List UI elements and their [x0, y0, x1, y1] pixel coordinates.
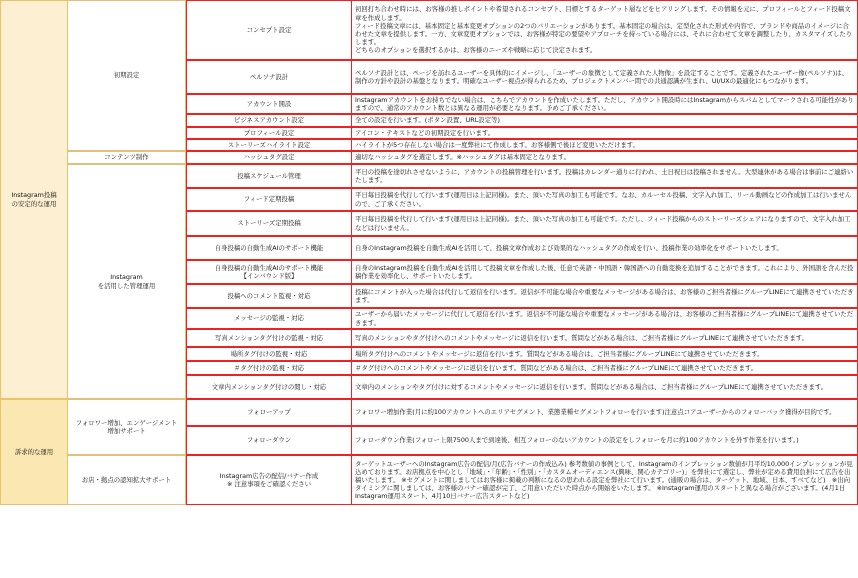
table-row	[0, 455, 858, 505]
service-item: フィード定期投稿	[186, 188, 352, 211]
service-item: コンセプト設定	[186, 0, 352, 60]
section-category: Instagram投稿 の安定的な運用	[0, 0, 68, 399]
service-description: ターゲットユーザーへのInstagram広告の配信/月(広告バナーの作成込み) 参考数値の事例として、Instagramのインプレッション数値が月平均10,000インプレッションが見込めております。お店拠点を中心とし「地域」・「年齢」・「性別」・「カスタムオーディエンス(興味、関心カテゴリー)」を弊社にて選定し、弊社が定める費用負担にて広告を出稿いたします。 ※セグメントに関しましてはお客様に掲載の判断になるの思われる設定を弊社にて行います。(通販の場合は、ターゲット、地域、日本、すべてなど) ※出向タイミングに関しましては、お客様のバナー確認が完了、ご用意いただいた時点から開始をいたします。 ※Instagram運用のスタートと異なる場合がございます。(4月1日Instagram運用スタート、4月10日バナー広告スタートなど)	[352, 455, 858, 505]
service-description: 適切なハッシュタグを選定します。※ハッシュタグは基本固定となります。	[352, 151, 858, 164]
service-description: フォロワー増加作業(月に約100アカウントへのエリアセグメント、業態業種セグメントフォローを行います)注意点コアユーザーからのフォローバック獲得が目的です。	[352, 399, 858, 426]
service-item: 自身投稿の自動生成AIのサポート機能	[186, 236, 352, 260]
service-item: ストーリーズ定期投稿	[186, 211, 352, 236]
service-description: 初回打ち合わせ時には、お客様の推しポイントや希望されるコンセプト、目標とするターゲット層などをヒアリングします。その情報を元に、プロフィールとフィード投稿文章を作成します。 フィード投稿文章には、基本固定と基本変更オプションの2つのバリエーションがあります。基本固定の場合は、定型化された形式や内容で、ブランドや商品のイメージに合わせた文章を提供します。一方、文章変更オプションでは、お客様が特定の要望やアプローチを持っている場合には、それに合わせて文章を調整したり、カスタマイズしたりします。 どちらのオプションを選択するかは、お客様のニーズや戦略に応じて決定されます。	[352, 0, 858, 60]
service-item: メッセージの監視・対応	[186, 308, 352, 329]
service-item: ハッシュタグ設定	[186, 151, 352, 164]
section-category: 訴求的な運用	[0, 399, 68, 505]
service-item: ビジネスアカウント設定	[186, 114, 352, 126]
service-item: 文章内メンションタグ付けの閲し・対応	[186, 375, 352, 399]
group-label: フォロワー増加、エンゲージメント 増加サポート	[68, 399, 186, 455]
group-label: 初期設定	[68, 0, 186, 151]
service-item: プロフィール設定	[186, 127, 352, 139]
service-description: ユーザーから届いたメッセージに代行して返信を行います。返信が不可能な場合や重要なメッセージがある場合は、お客様のご担当者様にグループLINEにて連携させていただきます。	[352, 308, 858, 329]
service-item: ストーリーズハイライト設定	[186, 139, 352, 151]
group-label: お店・拠点の認知拡大サポート	[68, 455, 186, 505]
service-description: 写真のメンションやタグ付けへのコメントやメッセージに返信を行います。質問などがある場合は、ご担当者様にグループLINEにて連携させていただきます。	[352, 329, 858, 347]
service-description: 全ての設定を行います。(ポタン設置、URL設定等)	[352, 114, 858, 126]
service-item: 投稿へのコメント監視・対応	[186, 284, 352, 308]
service-item: Instagram広告の配信/バナー作成 ※ 注意事項をご確認ください	[186, 455, 352, 505]
table-row	[0, 399, 858, 426]
group-label: コンテンツ制作	[68, 151, 186, 164]
service-description: ペルソナ設計とは、ページを訪れるユーザーを具体的にイメージし、「ユーザーの象徴として定義された人物像」を設定することです。定義されたユーザー像(ペルソナ)は、制作の方針や設計の基盤となります。明確なユーザー視点が得られるため、プロジェクトメンバー間での共通認識が生まれ、UI/UXの最適化にもつながります。	[352, 60, 858, 94]
service-description: 自身のInstagram投稿を自動生成AIを活用して投稿文章を作成した後、任意で英語・中国語・韓国語への自動変換を追加することができます。これにより、外国語を含んだ投稿作業を効率化し、サポートいたします。	[352, 260, 858, 284]
service-item: 自身投稿の自動生成AIのサポート機能 【インバウンド版】	[186, 260, 352, 284]
service-description: 自身のInstagram投稿を自動生成AIを活用して、投稿文章作成および効果的なハッシュタグの作成を行い、投稿作業の効率化をサポートいたします。	[352, 236, 858, 260]
service-description: フォローダウン作業(フォロー上限7500人まで到達後、相互フォローのないアカウントの設定をしフォローを月に約100アカウントを外す作業を行います。)	[352, 426, 858, 455]
service-description: 平日の投稿を途切れさせないように、アカウントの投稿管理を行います。投稿はカレンダー通りに行われ、土日祝日は投稿されません。大型連休がある場合は事前にご連絡いたします。	[352, 164, 858, 188]
service-description: 投稿にコメントが入った場合は代行して返信を行います。返信が不可能な場合や重要なメッセージがある場合は、お客様のご担当者様にグループLINEにて連携させていただきます。	[352, 284, 858, 308]
service-item: アカウント開設	[186, 94, 352, 114]
service-description: ＃タグ付けへのコメントやメッセージに返信を行います。質問などがある場合は、ご担当者様にグループLINEにて連携させていただきます。	[352, 361, 858, 375]
service-description: ハイライトが5つ存在しない場合は一度弊社にて作成します。お客様側で後ほど変更いただけます。	[352, 139, 858, 151]
service-item: フォローアップ	[186, 399, 352, 426]
service-item: 写真メンションタグ付けの監視・対応	[186, 329, 352, 347]
service-description: 平日毎日投稿を代行して行います(運用日は上記同様)。また、頂いた写真の加工も可能です。なお、カルーセル投稿、文字入れ加工、リール動画などの作成加工は行いませんので、ご了承ください。	[352, 188, 858, 211]
service-item: 投稿スケジュール管理	[186, 164, 352, 188]
table-row	[0, 164, 858, 188]
service-item: ペルソナ設計	[186, 60, 352, 94]
table-row	[0, 151, 858, 164]
service-item: フォローダウン	[186, 426, 352, 455]
service-description: アイコン・テキストなどの初期設定を行います。	[352, 127, 858, 139]
table-row	[0, 0, 858, 60]
service-description: 文章内のメンションやタグ付けに対するコメントやメッセージに返信を行います。質問などがある場合は、ご担当者様にグループLINEにて連携させていただきます。	[352, 375, 858, 399]
service-description: 場所タグ付けへのコメントやメッセージに返信を行います。質問などがある場合は、ご担当者様にグループLINEにて連携させていただきます。	[352, 347, 858, 361]
group-label: Instagram を活用した管理運用	[68, 164, 186, 399]
service-item: ＃タグ付けの監視・対応	[186, 361, 352, 375]
service-description: Instagramアカウントをお持ちでない場合は、こちらでアカウントを作成いたします。ただし、アカウント開設時にはInstagramからスパムとしてマークされる可能性がありますので、通常のアカウント数とは異なる運用が必要となります。予めご了承ください。	[352, 94, 858, 114]
service-item: 場所タグ付けの監視・対応	[186, 347, 352, 361]
service-description: 平日毎日投稿を代行して行います(運用日は上記同様)。また、頂いた写真の加工も可能です。ただし、フィード投稿からのストーリーズシェアになりますので、文字入れ加工などは行いません。	[352, 211, 858, 236]
